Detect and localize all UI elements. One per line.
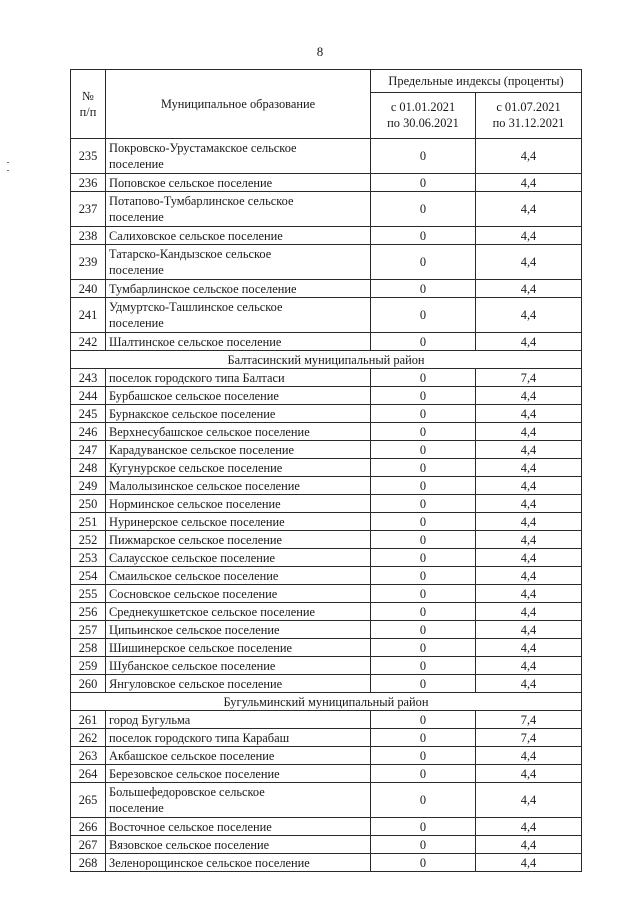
municipality-name-line: Акбашское сельское поселение	[109, 748, 275, 763]
index-period-1: 0	[371, 174, 476, 192]
municipality-name	[106, 192, 371, 227]
table-row	[71, 549, 582, 567]
table-row	[71, 405, 582, 423]
index-period-1: 0	[371, 245, 476, 280]
table-row	[71, 675, 582, 693]
row-number: 268	[71, 854, 106, 872]
row-number: 255	[71, 585, 106, 603]
municipality-name	[106, 765, 371, 783]
row-number: 241	[71, 298, 106, 333]
index-period-1: 0	[371, 280, 476, 298]
row-number: 261	[71, 711, 106, 729]
municipality-name	[106, 531, 371, 549]
municipality-name-line: Восточное сельское поселение	[109, 819, 272, 834]
row-number: 257	[71, 621, 106, 639]
table-row	[71, 333, 582, 351]
page-number: 8	[316, 44, 324, 59]
index-period-2: 4,4	[476, 139, 582, 174]
index-period-2: 4,4	[476, 765, 582, 783]
municipality-name-line: Бурбашское сельское поселение	[109, 388, 279, 403]
index-period-2: 4,4	[476, 567, 582, 585]
row-number: 267	[71, 836, 106, 854]
index-period-1: 0	[371, 549, 476, 567]
index-period-1: 0	[371, 531, 476, 549]
table-row	[71, 747, 582, 765]
index-period-1: 0	[371, 729, 476, 747]
municipality-name-line: Малолызинское сельское поселение	[109, 478, 300, 493]
municipality-name	[106, 675, 371, 693]
index-period-1: 0	[371, 854, 476, 872]
municipality-name-line: Березовское сельское поселение	[109, 766, 280, 781]
municipality-name	[106, 174, 371, 192]
index-period-2: 4,4	[476, 854, 582, 872]
table-row	[71, 531, 582, 549]
row-number: 244	[71, 387, 106, 405]
municipality-name-line: Шубанское сельское поселение	[109, 658, 276, 673]
index-period-2: 4,4	[476, 585, 582, 603]
index-period-2: 4,4	[476, 477, 582, 495]
municipality-name-line: Татарско-Кандызское сельское	[109, 247, 272, 261]
index-period-1: 0	[371, 675, 476, 693]
index-period-2: 7,4	[476, 369, 582, 387]
table-row	[71, 836, 582, 854]
index-period-1: 0	[371, 567, 476, 585]
municipality-name-line: Пижмарское сельское поселение	[109, 532, 282, 547]
index-period-2: 4,4	[476, 621, 582, 639]
municipality-name-line: поселение	[109, 801, 164, 815]
table-row	[71, 387, 582, 405]
municipality-name-line: Салиховское сельское поселение	[109, 228, 283, 243]
row-number: 262	[71, 729, 106, 747]
index-period-2: 4,4	[476, 459, 582, 477]
table-row	[71, 495, 582, 513]
row-number: 266	[71, 818, 106, 836]
municipality-name	[106, 639, 371, 657]
table-row	[71, 139, 582, 174]
index-period-2: 4,4	[476, 192, 582, 227]
table-row	[71, 174, 582, 192]
municipality-name-line: Среднекушкетское сельское поселение	[109, 604, 315, 619]
index-period-1: 0	[371, 765, 476, 783]
municipality-name-line: Ципьинское сельское поселение	[109, 622, 280, 637]
index-period-2: 4,4	[476, 441, 582, 459]
header-period-1-from: с 01.01.2021	[390, 100, 456, 115]
municipality-name	[106, 783, 371, 818]
index-period-2: 4,4	[476, 495, 582, 513]
table-row	[71, 477, 582, 495]
index-period-1: 0	[371, 423, 476, 441]
municipality-name	[106, 729, 371, 747]
row-number: 250	[71, 495, 106, 513]
municipality-name	[106, 549, 371, 567]
index-period-1: 0	[371, 783, 476, 818]
index-period-1: 0	[371, 711, 476, 729]
table-row	[71, 603, 582, 621]
index-period-2: 4,4	[476, 657, 582, 675]
municipality-name-line: Бурнакское сельское поселение	[109, 406, 276, 421]
municipality-name-line: поселение	[109, 157, 164, 171]
municipality-name	[106, 333, 371, 351]
table-row	[71, 765, 582, 783]
municipality-name-line: Потапово-Тумбарлинское сельское	[109, 194, 294, 208]
index-period-1: 0	[371, 836, 476, 854]
table-row	[71, 621, 582, 639]
header-number-line1: №	[82, 89, 94, 103]
index-period-1: 0	[371, 227, 476, 245]
row-number: 237	[71, 192, 106, 227]
table-row	[71, 423, 582, 441]
index-period-2: 4,4	[476, 836, 582, 854]
table-row	[71, 459, 582, 477]
index-period-2: 4,4	[476, 174, 582, 192]
row-number: 236	[71, 174, 106, 192]
index-period-2: 4,4	[476, 245, 582, 280]
municipality-name	[106, 387, 371, 405]
row-number: 247	[71, 441, 106, 459]
index-period-1: 0	[371, 387, 476, 405]
index-period-2: 4,4	[476, 405, 582, 423]
index-period-1: 0	[371, 495, 476, 513]
index-period-1: 0	[371, 603, 476, 621]
index-period-1: 0	[371, 298, 476, 333]
row-number: 245	[71, 405, 106, 423]
table-row	[71, 298, 582, 333]
index-period-2: 4,4	[476, 387, 582, 405]
municipality-name-line: Шалтинское сельское поселение	[109, 334, 282, 349]
index-period-1: 0	[371, 405, 476, 423]
table-row	[71, 245, 582, 280]
row-number: 263	[71, 747, 106, 765]
header-period-1	[371, 92, 476, 138]
municipality-name-line: Вязовское сельское поселение	[109, 837, 270, 852]
municipality-name-line: Карадуванское сельское поселение	[109, 442, 294, 457]
municipality-name	[106, 227, 371, 245]
index-period-2: 4,4	[476, 531, 582, 549]
municipality-name	[106, 747, 371, 765]
municipality-name	[106, 245, 371, 280]
row-number: 249	[71, 477, 106, 495]
municipality-name	[106, 711, 371, 729]
municipality-name-line: поселение	[109, 263, 164, 277]
municipality-name-line: поселок городского типа Балтаси	[109, 370, 285, 385]
municipality-name	[106, 280, 371, 298]
index-period-1: 0	[371, 513, 476, 531]
index-period-1: 0	[371, 621, 476, 639]
index-period-2: 4,4	[476, 783, 582, 818]
row-number: 246	[71, 423, 106, 441]
municipality-name	[106, 657, 371, 675]
index-period-1: 0	[371, 818, 476, 836]
row-number: 243	[71, 369, 106, 387]
margin-mark	[7, 162, 9, 163]
index-period-1: 0	[371, 139, 476, 174]
margin-mark	[7, 170, 9, 171]
index-period-1: 0	[371, 639, 476, 657]
index-period-2: 4,4	[476, 280, 582, 298]
index-period-2: 4,4	[476, 333, 582, 351]
municipality-name-line: Тумбарлинское сельское поселение	[109, 281, 297, 296]
row-number: 253	[71, 549, 106, 567]
row-number: 242	[71, 333, 106, 351]
section-row	[71, 693, 582, 711]
municipality-name	[106, 441, 371, 459]
municipality-name	[106, 423, 371, 441]
index-period-2: 4,4	[476, 818, 582, 836]
row-number: 252	[71, 531, 106, 549]
header-municipality: Муниципальное образование	[106, 70, 371, 139]
row-number: 238	[71, 227, 106, 245]
row-number: 256	[71, 603, 106, 621]
municipality-name	[106, 585, 371, 603]
table-row	[71, 783, 582, 818]
section-title: Балтасинский муниципальный район	[71, 351, 582, 369]
table-row	[71, 369, 582, 387]
table-row	[71, 192, 582, 227]
header-period-2-to: по 31.12.2021	[492, 116, 565, 131]
municipality-name-line: поселение	[109, 210, 164, 224]
index-period-1: 0	[371, 477, 476, 495]
index-period-1: 0	[371, 657, 476, 675]
table-row	[71, 729, 582, 747]
table-row	[71, 585, 582, 603]
row-number: 251	[71, 513, 106, 531]
municipality-name-line: Верхнесубашское сельское поселение	[109, 424, 310, 439]
municipality-name-line: Нуринерское сельское поселение	[109, 514, 285, 529]
table-row	[71, 441, 582, 459]
index-period-1: 0	[371, 585, 476, 603]
municipality-name	[106, 139, 371, 174]
section-title: Бугульминский муниципальный район	[71, 693, 582, 711]
row-number: 265	[71, 783, 106, 818]
municipality-name	[106, 477, 371, 495]
municipality-name-line: Покровско-Урустамакское сельское	[109, 141, 297, 155]
municipality-name	[106, 567, 371, 585]
table-row	[71, 711, 582, 729]
municipality-name-line: Янгуловское сельское поселение	[109, 676, 283, 691]
index-period-1: 0	[371, 369, 476, 387]
municipality-name	[106, 405, 371, 423]
table-row	[71, 854, 582, 872]
municipality-name	[106, 298, 371, 333]
index-period-2: 7,4	[476, 711, 582, 729]
index-period-2: 4,4	[476, 639, 582, 657]
index-period-2: 4,4	[476, 423, 582, 441]
municipality-name-line: поселок городского типа Карабаш	[109, 730, 290, 745]
municipality-name-line: Салаусское сельское поселение	[109, 550, 276, 565]
municipality-name	[106, 603, 371, 621]
municipality-name-line: Поповское сельское поселение	[109, 175, 273, 190]
index-period-2: 4,4	[476, 298, 582, 333]
index-period-2: 7,4	[476, 729, 582, 747]
municipality-name-line: Зеленорощинское сельское поселение	[109, 855, 310, 870]
row-number: 235	[71, 139, 106, 174]
index-period-1: 0	[371, 333, 476, 351]
table-row	[71, 280, 582, 298]
index-period-1: 0	[371, 441, 476, 459]
table-row	[71, 227, 582, 245]
row-number: 239	[71, 245, 106, 280]
header-number-line2: п/п	[79, 105, 97, 119]
municipality-name	[106, 459, 371, 477]
index-table	[70, 69, 582, 872]
row-number: 259	[71, 657, 106, 675]
index-period-2: 4,4	[476, 747, 582, 765]
header-number	[71, 70, 106, 139]
table-row	[71, 639, 582, 657]
municipality-name	[106, 513, 371, 531]
municipality-name	[106, 836, 371, 854]
header-indices-group: Предельные индексы (проценты)	[371, 70, 582, 93]
table-body	[71, 139, 582, 872]
index-period-1: 0	[371, 747, 476, 765]
municipality-name	[106, 621, 371, 639]
municipality-name-line: Большефедоровское сельское	[109, 785, 265, 799]
municipality-name-line: поселение	[109, 316, 164, 330]
municipality-name-line: Кугунурское сельское поселение	[109, 460, 283, 475]
municipality-name	[106, 818, 371, 836]
table-row	[71, 567, 582, 585]
index-period-2: 4,4	[476, 227, 582, 245]
row-number: 254	[71, 567, 106, 585]
municipality-name	[106, 854, 371, 872]
table-row	[71, 657, 582, 675]
municipality-name	[106, 369, 371, 387]
index-period-2: 4,4	[476, 603, 582, 621]
index-period-2: 4,4	[476, 513, 582, 531]
index-period-2: 4,4	[476, 549, 582, 567]
index-period-1: 0	[371, 192, 476, 227]
municipality-name-line: Удмуртско-Ташлинское сельское	[109, 300, 283, 314]
index-period-1: 0	[371, 459, 476, 477]
row-number: 264	[71, 765, 106, 783]
row-number: 258	[71, 639, 106, 657]
municipality-name-line: Сосновское сельское поселение	[109, 586, 278, 601]
header-period-1-to: по 30.06.2021	[387, 116, 459, 131]
municipality-name-line: Норминское сельское поселение	[109, 496, 281, 511]
row-number: 240	[71, 280, 106, 298]
header-period-2-from: с 01.07.2021	[496, 100, 561, 115]
row-number: 260	[71, 675, 106, 693]
row-number: 248	[71, 459, 106, 477]
municipality-name	[106, 495, 371, 513]
municipality-name-line: Смаильское сельское поселение	[109, 568, 279, 583]
header-period-2	[476, 92, 582, 138]
index-period-2: 4,4	[476, 675, 582, 693]
municipality-name-line: город Бугульма	[109, 712, 191, 727]
section-row	[71, 351, 582, 369]
municipality-name-line: Шишинерское сельское поселение	[109, 640, 293, 655]
table-row	[71, 818, 582, 836]
table-row	[71, 513, 582, 531]
